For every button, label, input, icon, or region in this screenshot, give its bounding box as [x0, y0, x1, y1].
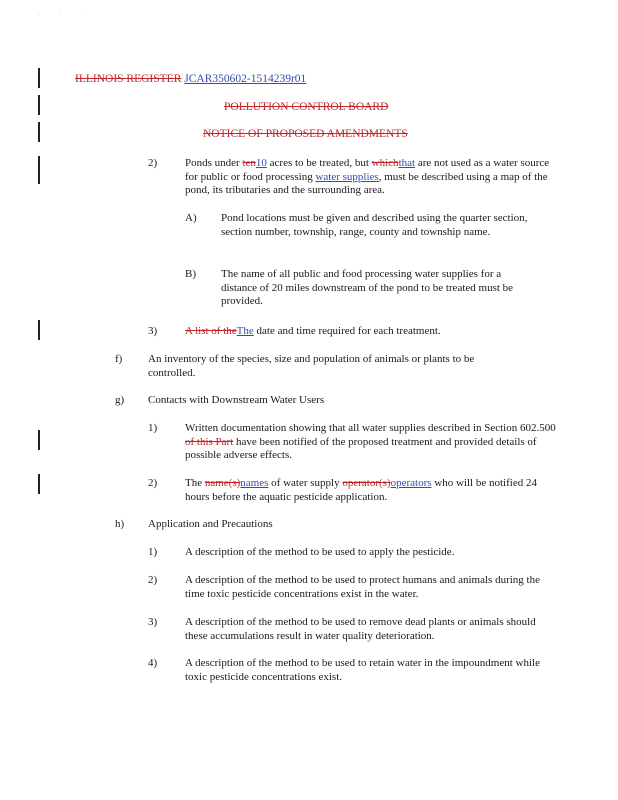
- item-g-number: g): [115, 394, 125, 406]
- jcar-number: JCAR350602-1514239r01: [184, 73, 307, 85]
- item-g1-number: 1): [148, 422, 158, 434]
- item-g1-text: Written documentation showing that all water supplies described in Section 602.500 of this Part have been notified of the proposed treatment and provided details of possible adverse effects.: [185, 422, 556, 461]
- change-bar: [38, 95, 40, 115]
- notice-struck: NOTICE OF PROPOSED AMENDMENTS: [203, 128, 408, 140]
- item-2b-text: The name of all public and food processing water supplies for a distance of 20 miles downstream of the pond to be treated must be provided.: [221, 268, 514, 307]
- register-struck: ILLINOIS REGISTER: [75, 73, 182, 85]
- change-bar: [38, 320, 40, 340]
- change-bar: [38, 474, 40, 494]
- item-h-number: h): [115, 518, 125, 530]
- change-bar: [38, 430, 40, 450]
- board-struck: POLLUTION CONTROL BOARD: [224, 101, 389, 113]
- board-header: [224, 101, 388, 113]
- item-h2-number: 2): [148, 574, 158, 586]
- item-2a-text: Pond locations must be given and described using the quarter section, section number, township, range, county and township name.: [221, 212, 528, 238]
- item-2-text: Ponds under ten10 acres to be treated, but whichthat are not used as a water source for public or food processing water supplies, must be described using a map of the pond, its tributaries and the surrounding area.: [185, 157, 550, 196]
- register-header: [75, 73, 306, 85]
- item-h2-text: A description of the method to be used to protect humans and animals during the time toxic pesticide concentrations exist in the water.: [185, 574, 540, 600]
- item-3-number: 3): [148, 325, 158, 337]
- scan-artifact-dots: · · ·: [38, 12, 92, 18]
- item-2a-number: A): [185, 212, 197, 224]
- item-f-text: An inventory of the species, size and population of animals or plants to be controlled.: [148, 353, 475, 379]
- item-h3-text: A description of the method to be used to remove dead plants or animals should these accumulations result in water quality deterioration.: [185, 616, 536, 642]
- item-g-text: Contacts with Downstream Water Users: [148, 394, 325, 406]
- item-h3-number: 3): [148, 616, 158, 628]
- item-h1-number: 1): [148, 546, 158, 558]
- change-bar: [38, 68, 40, 88]
- item-h4-text: A description of the method to be used to retain water in the impoundment while toxic pesticide concentrations exist.: [185, 657, 540, 683]
- change-bar: [38, 122, 40, 142]
- change-bar: [38, 156, 40, 184]
- notice-header: [203, 128, 408, 140]
- item-2-number: 2): [148, 157, 158, 169]
- item-2b-number: B): [185, 268, 196, 280]
- item-h-text: Application and Precautions: [148, 518, 273, 530]
- item-3-text: A list of theThe date and time required for each treatment.: [185, 325, 441, 337]
- item-f-number: f): [115, 353, 123, 365]
- item-g2-text: The name(s)names of water supply operator(s)operators who will be notified 24 hours before the aquatic pesticide application.: [185, 477, 537, 503]
- item-h1-text: A description of the method to be used to apply the pesticide.: [185, 546, 455, 558]
- item-g2-number: 2): [148, 477, 158, 489]
- item-h4-number: 4): [148, 657, 158, 669]
